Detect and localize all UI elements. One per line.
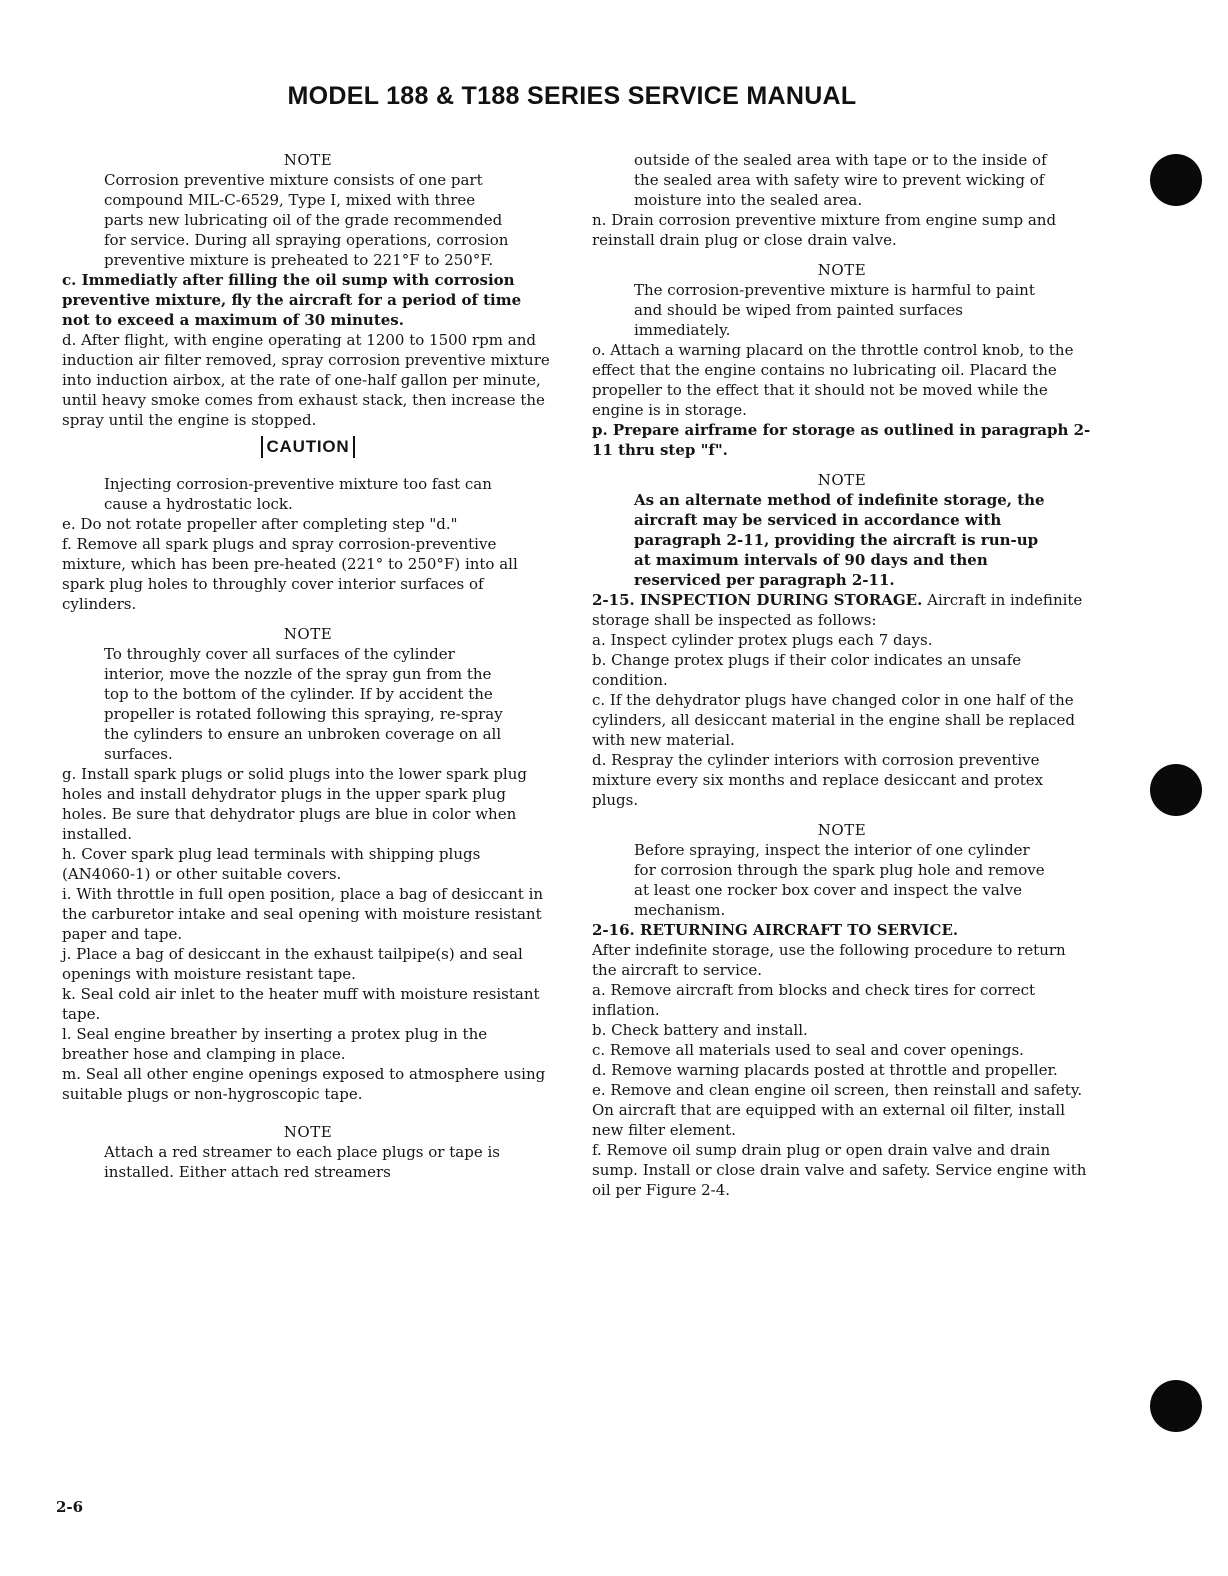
note-body: As an alternate method of indefinite storage, the aircraft may be serviced in accordance with paragraph 2-11, providing the aircraft is run-up at maximum intervals of 90 days and then reserviced per paragraph 2-11. [634, 491, 1045, 589]
page-title: MODEL 188 & T188 SERIES SERVICE MANUAL [287, 82, 857, 110]
note-body: Corrosion preventive mixture consists of one part compound MIL-C-6529, Type I, mixed with three parts new lubricating oil of the grade recommended for service. During all spraying operations, corrosion preventive mixture is preheated to 221°F to 250°F. [104, 171, 509, 269]
step-216-d: d. Remove warning placards posted at throttle and propeller. [592, 1061, 1058, 1079]
step-m: m. Seal all other engine openings exposed to atmosphere using suitable plugs or non-hygroscopic tape. [62, 1065, 546, 1103]
binder-hole [1150, 764, 1202, 816]
note-body: To throughly cover all surfaces of the cylinder interior, move the nozzle of the spray gun from the top to the bottom of the cylinder. If by accident the propeller is rotated following this spraying, re-spray the cylinders to ensure an unbroken coverage on all surfaces. [104, 645, 503, 763]
step-h: h. Cover spark plug lead terminals with shipping plugs (AN4060-1) or other suitable covers. [62, 845, 481, 883]
step-216-a: a. Remove aircraft from blocks and check tires for correct inflation. [592, 981, 1036, 1019]
caution-label: CAUTION [261, 436, 354, 458]
step-215-d: d. Respray the cylinder interiors with corrosion preventive mixture every six months and replace desiccant and protex plugs. [592, 751, 1044, 809]
step-c: c. Immediatly after filling the oil sump with corrosion preventive mixture, fly the aircraft for a period of time not to exceed a maximum of 30 minutes. [62, 271, 522, 329]
note-heading: NOTE [817, 261, 867, 279]
step-216-b: b. Check battery and install. [592, 1021, 808, 1039]
note-heading: NOTE [817, 821, 867, 839]
page-number: 2-6 [56, 1498, 84, 1516]
section-intro: Aircraft in indefinite storage shall be inspected as follows: [592, 591, 1083, 629]
section-intro: After indefinite storage, use the following procedure to return the aircraft to service. [592, 941, 1066, 979]
step-g: g. Install spark plugs or solid plugs into the lower spark plug holes and install dehydrator plugs in the upper spark plug holes. Be sure that dehydrator plugs are blue in color when installed. [62, 765, 527, 843]
step-e: e. Do not rotate propeller after completing step "d." [62, 515, 458, 533]
step-p: p. Prepare airframe for storage as outlined in paragraph 2-11 thru step "f". [592, 421, 1091, 459]
step-f: f. Remove all spark plugs and spray corrosion-preventive mixture, which has been pre-heated (221° to 250°F) into all spark plug holes to throughly cover interior surfaces of cylinders. [62, 535, 518, 613]
note-heading: NOTE [283, 151, 333, 169]
note-heading: NOTE [283, 625, 333, 643]
step-l: l. Seal engine breather by inserting a protex plug in the breather hose and clamping in place. [62, 1025, 488, 1063]
step-d: d. After flight, with engine operating at 1200 to 1500 rpm and induction air filter removed, spray corrosion preventive mixture into induction airbox, at the rate of one-half gallon per minute, until heavy smoke comes from exhaust stack, then increase the spray until the engine is stopped. [62, 331, 550, 429]
note-body: Attach a red streamer to each place plugs or tape is installed. Either attach red streamers [104, 1143, 500, 1181]
note-heading: NOTE [283, 1123, 333, 1141]
caution-box [62, 436, 554, 458]
section-heading-2-16: 2-16. RETURNING AIRCRAFT TO SERVICE. [592, 921, 959, 939]
step-k: k. Seal cold air inlet to the heater muff with moisture resistant tape. [62, 985, 540, 1023]
step-j: j. Place a bag of desiccant in the exhaust tailpipe(s) and seal openings with moisture resistant tape. [62, 945, 523, 983]
step-215-c: c. If the dehydrator plugs have changed color in one half of the cylinders, all desiccant material in the engine shall be replaced with new material. [592, 691, 1076, 749]
step-i: i. With throttle in full open position, place a bag of desiccant in the carburetor intake and seal opening with moisture resistant paper and tape. [62, 885, 544, 943]
step-215-a: a. Inspect cylinder protex plugs each 7 days. [592, 631, 933, 649]
binder-hole [1150, 1380, 1202, 1432]
note-heading: NOTE [817, 471, 867, 489]
note-body-continued: outside of the sealed area with tape or to the inside of the sealed area with safety wire to prevent wicking of moisture into the sealed area. [634, 151, 1047, 209]
step-n: n. Drain corrosion preventive mixture from engine sump and reinstall drain plug or close drain valve. [592, 211, 1057, 249]
step-215-b: b. Change protex plugs if their color indicates an unsafe condition. [592, 651, 1022, 689]
step-o: o. Attach a warning placard on the throttle control knob, to the effect that the engine contains no lubricating oil. Placard the propeller to the effect that it should not be moved while the engine is in storage. [592, 341, 1074, 419]
step-216-c: c. Remove all materials used to seal and cover openings. [592, 1041, 1024, 1059]
note-body: The corrosion-preventive mixture is harmful to paint and should be wiped from painted surfaces immediately. [634, 281, 1035, 339]
step-216-f: f. Remove oil sump drain plug or open drain valve and drain sump. Install or close drain valve and safety. Service engine with oil per Figure 2-4. [592, 1141, 1087, 1199]
section-heading-2-15: 2-15. INSPECTION DURING STORAGE. [592, 591, 923, 609]
caution-body: Injecting corrosion-preventive mixture too fast can cause a hydrostatic lock. [104, 475, 492, 513]
step-216-e: e. Remove and clean engine oil screen, then reinstall and safety. On aircraft that are equipped with an external oil filter, install new filter element. [592, 1081, 1083, 1139]
binder-hole [1150, 154, 1202, 206]
left-column [62, 150, 554, 1182]
note-body: Before spraying, inspect the interior of one cylinder for corrosion through the spark plug hole and remove at least one rocker box cover and inspect the valve mechanism. [634, 841, 1045, 919]
right-column [592, 150, 1092, 1200]
